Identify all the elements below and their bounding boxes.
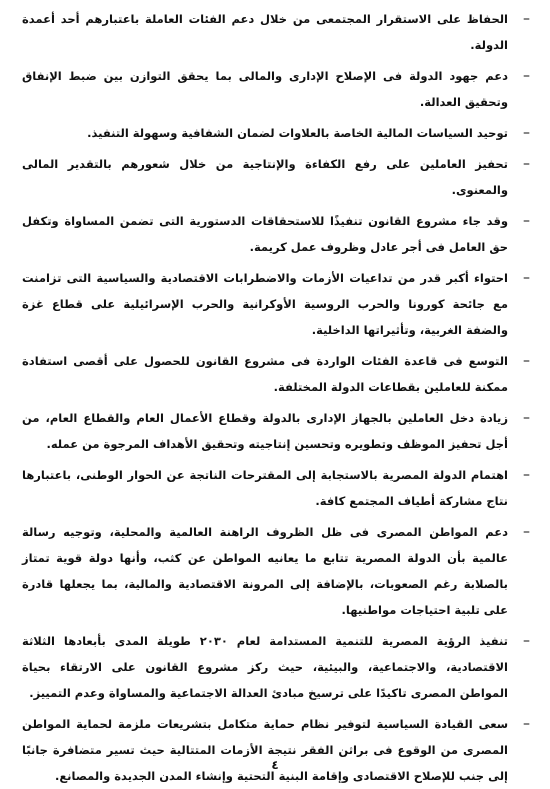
bullet-dash: – [523, 633, 530, 649]
list-item [22, 151, 530, 203]
list-item [22, 63, 530, 115]
bullet-dash: – [523, 11, 530, 27]
list-item [22, 265, 530, 343]
list-item-text: توحيد السياسات المالية الخاصة بالعلاوات لضمان الشفافية وسهولة التنفيذ. [87, 126, 508, 140]
list-item-text: دعم المواطن المصرى فى ظل الظروف الراهنة العالمية والمحلية، وتوجيه رسالة عالمية بأن الدولة المصرية تتابع ما يعانيه المواطن عن كثب، وأنها دولة قوية تمتاز بالصلابة رغم الصعوبات، بالإضافة إلى المرونة الاقتصادية والمالية، بما يجعلها قادرة على تلبية احتياجات مواطنيها. [22, 525, 508, 617]
bullet-dash: – [523, 467, 530, 483]
list-item [22, 120, 530, 146]
list-item-text: زيادة دخل العاملين بالجهاز الإدارى بالدولة وقطاع الأعمال العام والقطاع العام، من أجل تحفيز الموظف وتطويره وتحسين إنتاجيته وتحقيق الأهداف المرجوة من عمله. [22, 411, 508, 451]
list-item-text: سعى القيادة السياسية لتوفير نظام حماية متكامل بتشريعات ملزمة لحماية المواطن المصرى من الوقوع فى براثن الفقر نتيجة الأزمات المتتالية حيث تسير متضافرة جانبًا إلى جنب للإصلاح الاقتصادى وإقامة البنية التحتية وإنشاء المدن الجديدة والمصانع. [22, 717, 508, 783]
bullet-dash: – [523, 156, 530, 172]
page-number: ٤ [271, 758, 279, 772]
list-item [22, 711, 530, 789]
list-item-text: التوسع فى قاعدة الفئات الواردة فى مشروع القانون للحصول على أقصى استفادة ممكنة للعاملين بقطاعات الدولة المختلفة. [22, 354, 508, 394]
list-item-text: تنفيذ الرؤية المصرية للتنمية المستدامة لعام ٢٠٣٠ طويلة المدى بأبعادها الثلاثة الاقتصادية، والاجتماعية، والبيئية، حيث ركز مشروع القانون على الارتقاء بحياة المواطن المصرى تاكيدًا على ترسيخ مبادئ العدالة الاجتماعية والمساواة وعدم التمييز. [22, 634, 508, 700]
list-item [22, 519, 530, 623]
bullet-dash: – [523, 68, 530, 84]
list-item-text: دعم جهود الدولة فى الإصلاح الإدارى والمالى بما يحقق التوازن بين ضبط الإنفاق وتحقيق العدالة. [22, 69, 508, 109]
list-item [22, 348, 530, 400]
list-item [22, 405, 530, 457]
bullet-dash: – [523, 213, 530, 229]
bullet-dash: – [523, 524, 530, 540]
list-item-text: اهتمام الدولة المصرية بالاستجابة إلى المقترحات الناتجة عن الحوار الوطنى، باعتبارها نتاج مشاركة أطياف المجتمع كافة. [22, 468, 508, 508]
list-item-text: الحفاظ على الاستقرار المجتمعى من خلال دعم الفئات العاملة باعتبارهم أحد أعمدة الدولة. [22, 12, 508, 52]
list-item [22, 462, 530, 514]
list-item [22, 6, 530, 58]
list-item-text: تحفيز العاملين على رفع الكفاءة والإنتاجية من خلال شعورهم بالتقدير المالى والمعنوى. [22, 157, 508, 197]
bullet-dash: – [523, 270, 530, 286]
bullet-dash: – [523, 353, 530, 369]
list-item-text: احتواء أكبر قدر من تداعيات الأزمات والاضطرابات الاقتصادية والسياسية التى تزامنت مع جائحة كورونا والحرب الروسية الأوكرانية والحرب الإسرائيلية على قطاع غزة والضفة الغربية، وتأثيراتها الداخلية. [22, 271, 508, 337]
list-item-text: وقد جاء مشروع القانون تنفيذًا للاستحقاقات الدستورية التى تضمن المساواة وتكفل حق العامل فى أجر عادل وظروف عمل كريمة. [22, 214, 508, 254]
list-item [22, 628, 530, 706]
list-item [22, 208, 530, 260]
bullet-dash: – [523, 410, 530, 426]
bullet-dash: – [523, 125, 530, 141]
bullet-dash: – [523, 716, 530, 732]
